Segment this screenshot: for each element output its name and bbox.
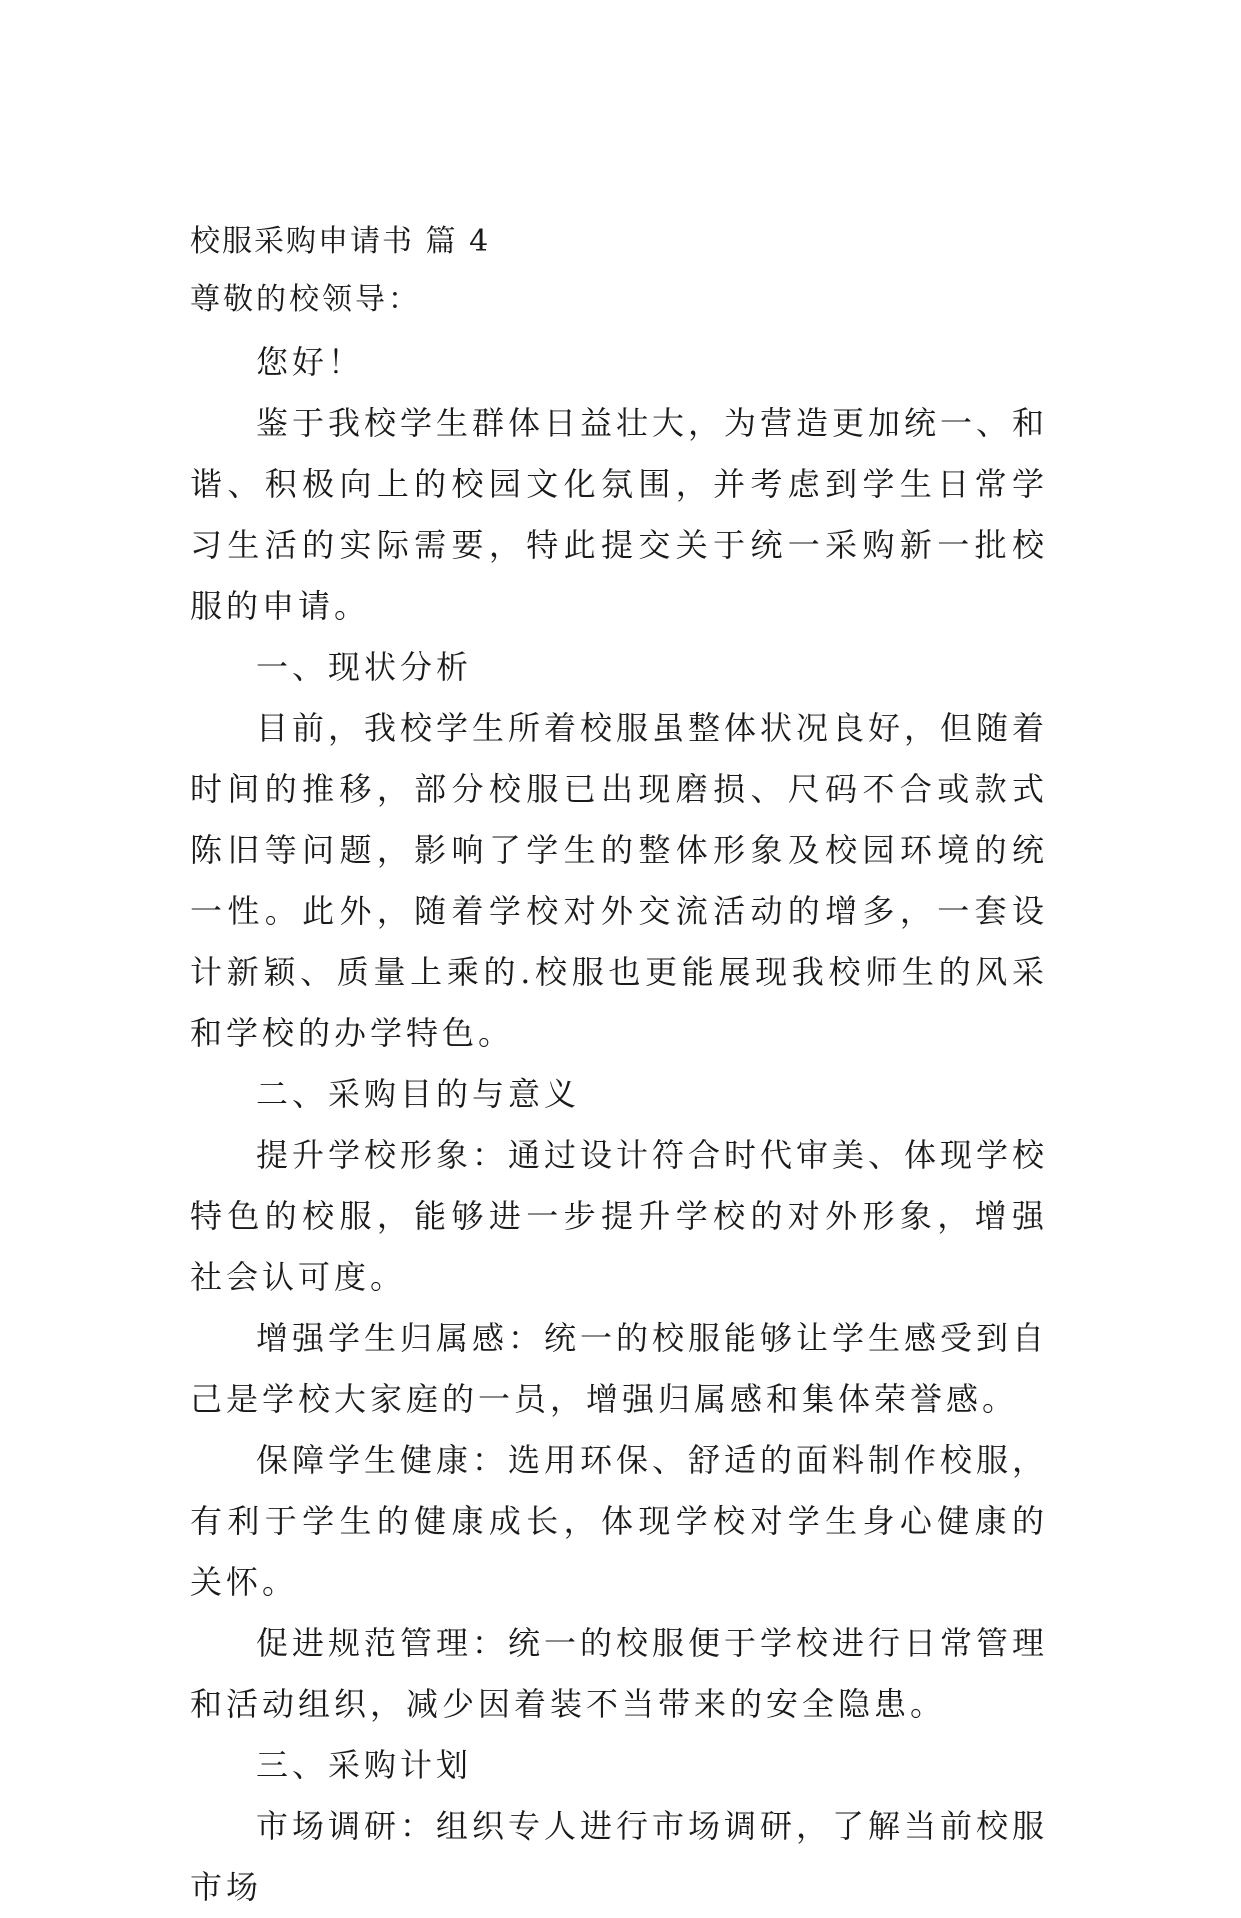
plan-research-paragraph: 市场调研：组织专人进行市场调研，了解当前校服市场	[190, 1807, 1049, 1906]
purpose-health-paragraph: 保障学生健康：选用环保、舒适的面料制作校服，有利于学生的健康成长，体现学校对学生身心健康的关怀。	[190, 1441, 1049, 1601]
salutation: 尊敬的校领导：	[190, 282, 421, 317]
document-title: 校服采购申请书 篇 4	[190, 224, 491, 259]
purpose-management-paragraph: 促进规范管理：统一的校服便于学校进行日常管理和活动组织，减少因着装不当带来的安全隐患。	[190, 1624, 1049, 1723]
status-paragraph: 目前，我校学生所着校服虽整体状况良好，但随着时间的推移，部分校服已出现磨损、尺码不合或款式陈旧等问题，影响了学生的整体形象及校园环境的统一性。此外，随着学校对外交流活动的增多，一套设计新颖、质量上乘的.校服也更能展现我校师生的风采和学校的办学特色。	[190, 709, 1049, 1052]
intro-paragraph: 鉴于我校学生群体日益壮大，为营造更加统一、和谐、积极向上的校园文化氛围，并考虑到学生日常学习生活的实际需要，特此提交关于统一采购新一批校服的申请。	[190, 404, 1049, 625]
section-heading-plan: 三、采购计划	[256, 1746, 473, 1784]
greeting-paragraph: 您好！	[256, 343, 365, 381]
section-heading-purpose: 二、采购目的与意义	[256, 1075, 581, 1113]
purpose-belonging-paragraph: 增强学生归属感：统一的校服能够让学生感受到自己是学校大家庭的一员，增强归属感和集体荣誉感。	[190, 1319, 1049, 1418]
purpose-image-paragraph: 提升学校形象：通过设计符合时代审美、体现学校特色的校服，能够进一步提升学校的对外形象，增强社会认可度。	[190, 1136, 1049, 1296]
document-body	[190, 332, 1048, 1918]
section-heading-status: 一、现状分析	[256, 648, 473, 686]
